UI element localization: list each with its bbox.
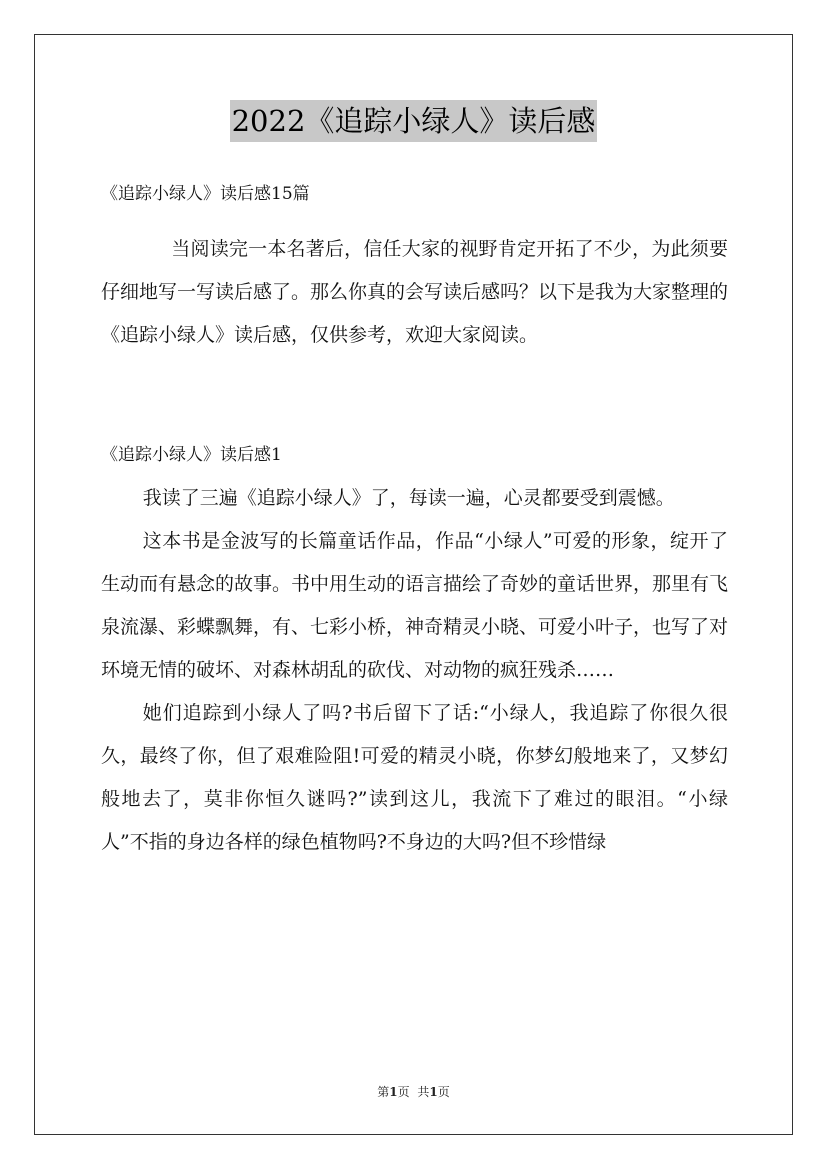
total-suffix: 页 [437,1085,450,1099]
body-paragraph-2: 这本书是金波写的长篇童话作品，作品“小绿人”可爱的形象，绽开了生动而有悬念的故事。书中用生动的语言描绘了奇妙的童话世界，那里有飞泉流瀑、彩蝶飘舞，有、七彩小桥，神奇精灵小晓、可爱小叶子，也写了对环境无情的破坏、对森林胡乱的砍伐、对动物的疯狂残杀…… [101,530,729,681]
document-body [101,176,728,864]
total-prefix: 共 [417,1085,430,1099]
intro-paragraph: 当阅读完一本名著后，信任大家的视野肯定开拓了不少，为此须要仔细地写一写读后感了。那么你真的会写读后感吗？以下是我为大家整理的《追踪小绿人》读后感，仅供参考，欢迎大家阅读。 [101,238,729,346]
document-subtitle: 《追踪小绿人》读后感15篇 [101,184,310,204]
page-footer [0,1083,827,1101]
body-paragraph-3: 她们追踪到小绿人了吗?书后留下了话:“小绿人，我追踪了你很久很久，最终了你，但了艰难险阻!可爱的精灵小晓，你梦幻般地来了，又梦幻般地去了，莫非你恒久谜吗?”读到这儿，我流下了难过的眼泪。“小绿人”不指的身边各样的绿色植物吗?不身边的大吗?但不珍惜绿 [101,702,728,853]
document-title: 2022《追踪小绿人》读后感 [230,100,598,142]
page-number: 1 [389,1085,398,1099]
title-container [0,100,827,142]
page-prefix: 第 [377,1085,390,1099]
body-paragraph-1: 我读了三遍《追踪小绿人》了，每读一遍，心灵都要受到震憾。 [142,487,675,509]
section-heading: 《追踪小绿人》读后感1 [101,445,282,465]
total-pages: 1 [429,1085,438,1099]
page-suffix: 页 [397,1085,410,1099]
